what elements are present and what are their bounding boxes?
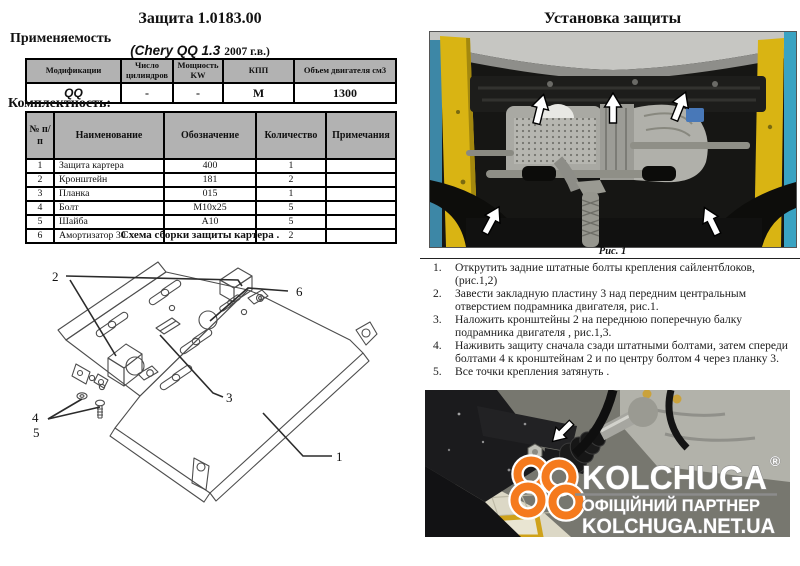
parts-cell: 400 bbox=[164, 159, 256, 173]
parts-cell: Защита картера bbox=[54, 159, 164, 173]
parts-cell bbox=[326, 173, 396, 187]
parts-header-row bbox=[26, 112, 396, 159]
figure1-photo bbox=[429, 31, 797, 248]
callout-4: 4 bbox=[32, 410, 39, 425]
page-title: Защита 1.0183.00 bbox=[138, 10, 262, 27]
step-number: 5. bbox=[433, 365, 442, 378]
parts-cell: М10х25 bbox=[164, 201, 256, 215]
step-number: 3. bbox=[433, 313, 442, 326]
parts-cell bbox=[326, 201, 396, 215]
parts-header: Обозначение bbox=[164, 112, 256, 159]
parts-cell: 2 bbox=[256, 229, 326, 243]
parts-table bbox=[25, 111, 397, 244]
parts-cell: 5 bbox=[256, 215, 326, 229]
parts-cell: 3 bbox=[26, 187, 54, 201]
list-item bbox=[433, 339, 797, 365]
bracket-top bbox=[220, 268, 268, 304]
registered-mark: ® bbox=[770, 453, 781, 469]
table-row bbox=[26, 215, 396, 229]
spec-cell-power: - bbox=[173, 83, 223, 103]
installation-steps bbox=[433, 261, 797, 378]
table-row bbox=[26, 187, 396, 201]
divider-line bbox=[420, 258, 800, 259]
parts-cell: 181 bbox=[164, 173, 256, 187]
parts-cell: 1 bbox=[26, 159, 54, 173]
parts-cell: 015 bbox=[164, 187, 256, 201]
vehicle-year: 2007 г.в.) bbox=[224, 46, 270, 58]
install-title: Установка защиты bbox=[543, 10, 682, 27]
list-item bbox=[433, 287, 797, 313]
table-row bbox=[26, 159, 396, 173]
spec-header-row bbox=[26, 59, 396, 83]
callout-2: 2 bbox=[52, 269, 59, 284]
parts-cell: Болт bbox=[54, 201, 164, 215]
callout-5: 5 bbox=[33, 425, 40, 440]
vehicle-model: (Chery QQ 1.3 bbox=[130, 43, 221, 58]
spec-cell-gearbox: М bbox=[223, 83, 294, 103]
parts-cell: 2 bbox=[26, 173, 54, 187]
diagram-caption: Схема сборки защиты картера . bbox=[120, 229, 280, 241]
planka-part bbox=[156, 318, 180, 334]
step-text: Наживить защиту сначала сзади штатными болтами, затем спереди болтами 4 к кронштейнам 2 и по центру болтом 4 через планку 3. bbox=[455, 339, 788, 365]
step-number: 2. bbox=[433, 287, 442, 300]
parts-cell bbox=[326, 187, 396, 201]
callout-1: 1 bbox=[336, 449, 343, 464]
bracket-left bbox=[94, 344, 158, 388]
spec-header: КПП bbox=[223, 59, 294, 83]
bolt-washer bbox=[77, 393, 105, 418]
spec-header: Число цилиндров bbox=[121, 59, 173, 83]
step-text: Открутить задние штатные болты крепления сайлентблоков, (рис.1,2) bbox=[455, 261, 755, 287]
parts-cell: Шайба bbox=[54, 215, 164, 229]
table-row bbox=[26, 173, 396, 187]
applicability-heading: Применяемость bbox=[10, 31, 112, 46]
parts-header: Количество bbox=[256, 112, 326, 159]
parts-cell: 5 bbox=[256, 201, 326, 215]
brand-name: KOLCHUGA bbox=[582, 459, 767, 496]
spec-header: Мощность KW bbox=[173, 59, 223, 83]
parts-cell: А10 bbox=[164, 215, 256, 229]
list-item bbox=[433, 365, 797, 378]
parts-cell: Кронштейн bbox=[54, 173, 164, 187]
assembly-diagram bbox=[20, 246, 400, 514]
parts-cell: 1 bbox=[256, 159, 326, 173]
step-text: Все точки крепления затянуть . bbox=[455, 365, 610, 378]
list-item bbox=[433, 261, 797, 287]
list-item bbox=[433, 313, 797, 339]
step-text: Завести закладную пластину 3 над передним центральным отверстием подрамника двигателя, рис.1. bbox=[455, 287, 747, 313]
parts-header: Примечания bbox=[326, 112, 396, 159]
step-text: Наложить кронштейны 2 на переднюю поперечную балку подрамника двигателя , рис.1,3. bbox=[455, 313, 743, 339]
spec-header: Объем двигателя см3 bbox=[294, 59, 396, 83]
table-row bbox=[26, 201, 396, 215]
step-number: 1. bbox=[433, 261, 442, 274]
spec-header: Модификации bbox=[26, 59, 121, 83]
skid-plate-drawing bbox=[58, 262, 377, 502]
contents-heading: Комплектность: bbox=[8, 96, 112, 111]
parts-cell: 1 bbox=[256, 187, 326, 201]
parts-cell: Планка bbox=[54, 187, 164, 201]
parts-cell: Амортизатор 30 bbox=[54, 229, 164, 243]
callout-3: 3 bbox=[226, 390, 233, 405]
parts-cell: 2 bbox=[256, 173, 326, 187]
parts-header: № п/п bbox=[26, 112, 54, 159]
callout-6: 6 bbox=[296, 284, 303, 299]
parts-cell bbox=[326, 215, 396, 229]
figure2-photo bbox=[425, 390, 790, 537]
step-number: 4. bbox=[433, 339, 442, 352]
parts-cell: 4 bbox=[26, 201, 54, 215]
parts-cell bbox=[326, 159, 396, 173]
site-url: KOLCHUGA.NET.UA bbox=[582, 514, 775, 537]
parts-header: Наименование bbox=[54, 112, 164, 159]
parts-cell: 5 bbox=[26, 215, 54, 229]
spec-cell-displacement: 1300 bbox=[294, 83, 396, 103]
spec-cell-modification: QQ bbox=[26, 83, 121, 103]
parts-cell: 6 bbox=[26, 229, 54, 243]
spec-cell-cylinders: - bbox=[121, 83, 173, 103]
partner-line: ОФІЦІЙНИЙ ПАРТНЕР bbox=[582, 497, 761, 515]
figure1-caption: Рис. 1 bbox=[598, 246, 627, 257]
